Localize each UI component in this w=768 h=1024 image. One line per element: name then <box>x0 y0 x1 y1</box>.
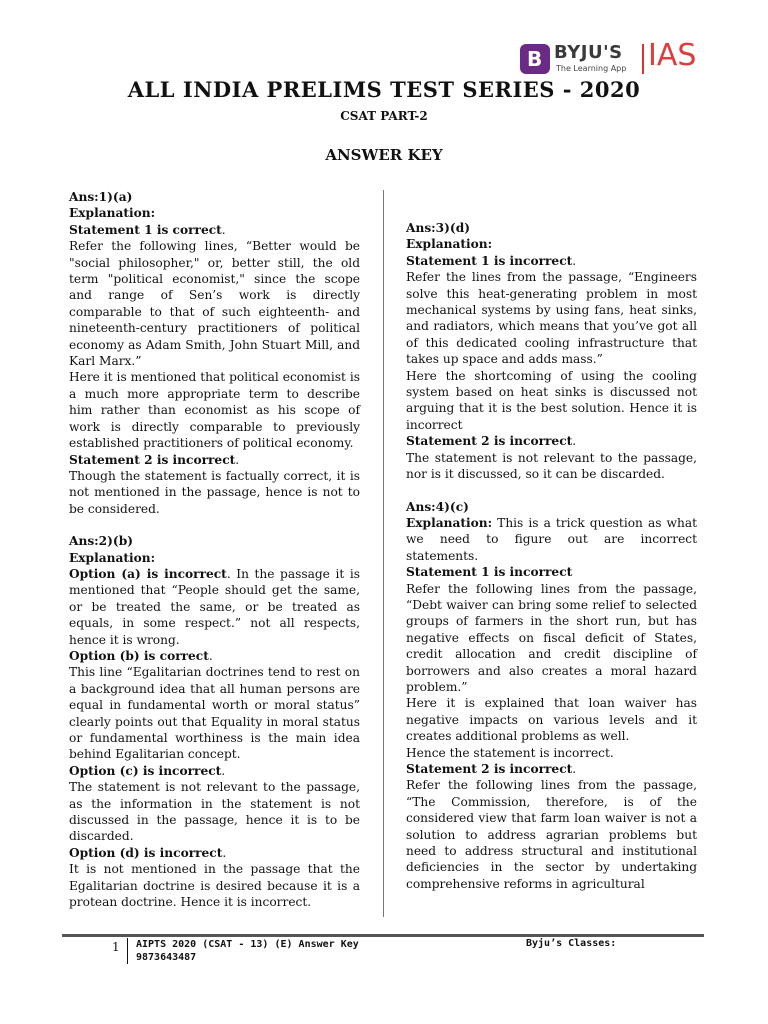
paragraph-text: . <box>221 222 226 237</box>
paragraph-text: This is a trick question as what we need to figure out are incorrect statements. <box>406 515 697 563</box>
footer-brand: Byju’s Classes: <box>526 938 617 949</box>
byjus-ias-logo <box>520 38 700 82</box>
paragraph-label: Statement 1 is correct <box>69 222 222 237</box>
paragraph-text: It is not mentioned in the passage that the Egalitarian doctrine is desired because it is a protean doctrine. Hence it is incorrect. <box>69 862 360 910</box>
logo-separator <box>642 44 644 74</box>
paragraph-text: . <box>572 762 577 776</box>
paragraph <box>69 238 360 369</box>
logo-brand: BYJU'S <box>554 42 623 63</box>
paragraph-text: The statement is not relevant to the passage, as the information in the statement is not discussed in the passage, hence it is to be discarded. <box>69 780 360 844</box>
paragraph-label: Statement 2 is incorrect <box>69 452 236 467</box>
paragraph <box>406 236 697 252</box>
footer-phone: 9873643487 <box>136 952 197 963</box>
paragraph-text: Refer the lines from the passage, “Engineers solve this heat-generating problem in most mechanical systems by using fans, heat sinks, and radiators, which means that you’ve got all of this dedicated cooling infrastructure that takes up space and adds mass.” <box>406 270 697 367</box>
paragraph-label: Option (b) is correct <box>69 648 209 663</box>
paragraph <box>406 499 697 515</box>
logo-mark-letter: B <box>527 47 543 71</box>
logo-tagline: The Learning App <box>556 64 627 73</box>
paragraph <box>406 269 697 367</box>
paragraph <box>406 368 697 434</box>
paragraph-text: . In the passage it is mentioned that “People should get the same, or be treated the same, or be treated as equals, in some respect.” not all respects, hence it is wrong. <box>69 566 360 647</box>
paragraph-label: Ans:3)(d) <box>406 221 470 235</box>
paragraph <box>69 205 360 221</box>
paragraph <box>69 763 360 779</box>
paragraph <box>69 533 360 549</box>
right-column <box>406 220 697 892</box>
paragraph <box>69 550 360 566</box>
section-heading: ANSWER KEY <box>325 146 443 164</box>
paragraph <box>69 664 360 762</box>
paragraph <box>69 648 360 664</box>
column-divider <box>383 190 384 917</box>
paragraph <box>406 253 697 269</box>
document-subtitle: CSAT PART-2 <box>340 109 428 123</box>
paragraph-label: Statement 1 is incorrect <box>406 253 573 268</box>
paragraph-text: Refer the following lines from the passage, “The Commission, therefore, is of the considered view that farm loan waiver is not a solution to address agrarian problems but need to address structural and institutional deficiencies in the sector by undertaking comprehensive reforms in agricultural <box>406 778 697 891</box>
paragraph <box>69 189 360 205</box>
paragraph <box>406 581 697 696</box>
paragraph <box>69 779 360 845</box>
paragraph-text: The statement is not relevant to the passage, nor is it discussed, so it can be discarded. <box>406 450 697 482</box>
paragraph-text: Here the shortcoming of using the cooling system based on heat sinks is discussed not arguing that it is the best solution. Hence it is incorrect <box>406 368 697 432</box>
paragraph-text: . <box>221 763 226 778</box>
paragraph <box>69 369 360 451</box>
paragraph <box>69 861 360 910</box>
paragraph-gap <box>69 517 360 533</box>
footer-info <box>136 938 359 964</box>
byjus-logo-mark <box>520 44 550 74</box>
paragraph-label: Option (a) is incorrect <box>69 566 227 581</box>
paragraph-label: Statement 2 is incorrect <box>406 762 573 776</box>
paragraph-label: Explanation: <box>69 206 156 221</box>
paragraph-text: . <box>235 452 240 467</box>
footer-rule <box>62 934 704 937</box>
paragraph-text: . <box>572 434 577 449</box>
paragraph-label: Statement 2 is incorrect <box>406 434 573 449</box>
page-number: 1 <box>112 940 120 954</box>
paragraph <box>406 433 697 449</box>
paragraph <box>69 468 360 517</box>
footer-test-name: AIPTS 2020 (CSAT - 13) (E) Answer Key <box>136 939 359 950</box>
left-column <box>69 189 360 910</box>
paragraph <box>406 777 697 892</box>
paragraph-text: Refer the following lines from the passage, “Debt waiver can bring some relief to selected groups of farmers in the short run, but has negative effects on fiscal deficit of States, credit allocation and credit discipline of borrowers and also creates a moral hazard problem.” <box>406 581 697 694</box>
paragraph <box>69 452 360 468</box>
logo-suffix: IAS <box>648 38 697 73</box>
paragraph <box>406 695 697 744</box>
paragraph-label: Option (d) is incorrect <box>69 845 223 860</box>
paragraph-text: Refer the following lines, “Better would be "social philosopher," or, better still, the old term "political economist," since the scope and range of Sen’s work is directly comparable to that of such eighteenth- and nineteenth-century practitioners of political economy as Adam Smith, John Stuart Mill, and Karl Marx.” <box>69 239 360 369</box>
paragraph-label: Statement 1 is incorrect <box>406 565 573 580</box>
paragraph-text: Here it is mentioned that political economist is a much more appropriate term to describe him rather than economist as his scope of work is directly comparable to previously established practitioners of political economy. <box>69 370 360 451</box>
paragraph-gap <box>406 483 697 499</box>
paragraph-label: Explanation: <box>406 237 493 252</box>
paragraph-text: This line “Egalitarian doctrines tend to rest on a background idea that all human persons are equal in fundamental worth or moral status” clearly points out that Equality in moral status or fundamental worthiness is the main idea behind Egalitarian concept. <box>69 665 360 762</box>
paragraph <box>69 845 360 861</box>
paragraph <box>406 515 697 564</box>
paragraph-text: Though the statement is factually correct, it is not mentioned in the passage, hence is not to be considered. <box>69 468 360 516</box>
paragraph-label: Ans:2)(b) <box>69 534 133 549</box>
paragraph <box>406 220 697 236</box>
paragraph <box>69 222 360 238</box>
document-title: ALL INDIA PRELIMS TEST SERIES - 2020 <box>127 77 641 102</box>
paragraph-text: Hence the statement is incorrect. <box>406 745 614 760</box>
paragraph <box>406 745 697 761</box>
paragraph-label: Option (c) is incorrect <box>69 763 222 778</box>
paragraph-label: Ans:4)(c) <box>406 499 469 514</box>
paragraph-text: . <box>208 648 213 663</box>
footer-divider <box>127 938 128 964</box>
paragraph-text: . <box>222 845 227 860</box>
paragraph-text: . <box>572 253 577 268</box>
paragraph-label: Ans:1)(a) <box>69 190 133 204</box>
paragraph-label: Explanation: <box>406 515 493 530</box>
paragraph <box>406 761 697 777</box>
paragraph <box>69 566 360 648</box>
paragraph <box>406 564 697 580</box>
paragraph-text: Here it is explained that loan waiver has negative impacts on various levels and it creates additional problems as well. <box>406 696 697 744</box>
paragraph-label: Explanation: <box>69 550 156 565</box>
paragraph <box>406 450 697 483</box>
